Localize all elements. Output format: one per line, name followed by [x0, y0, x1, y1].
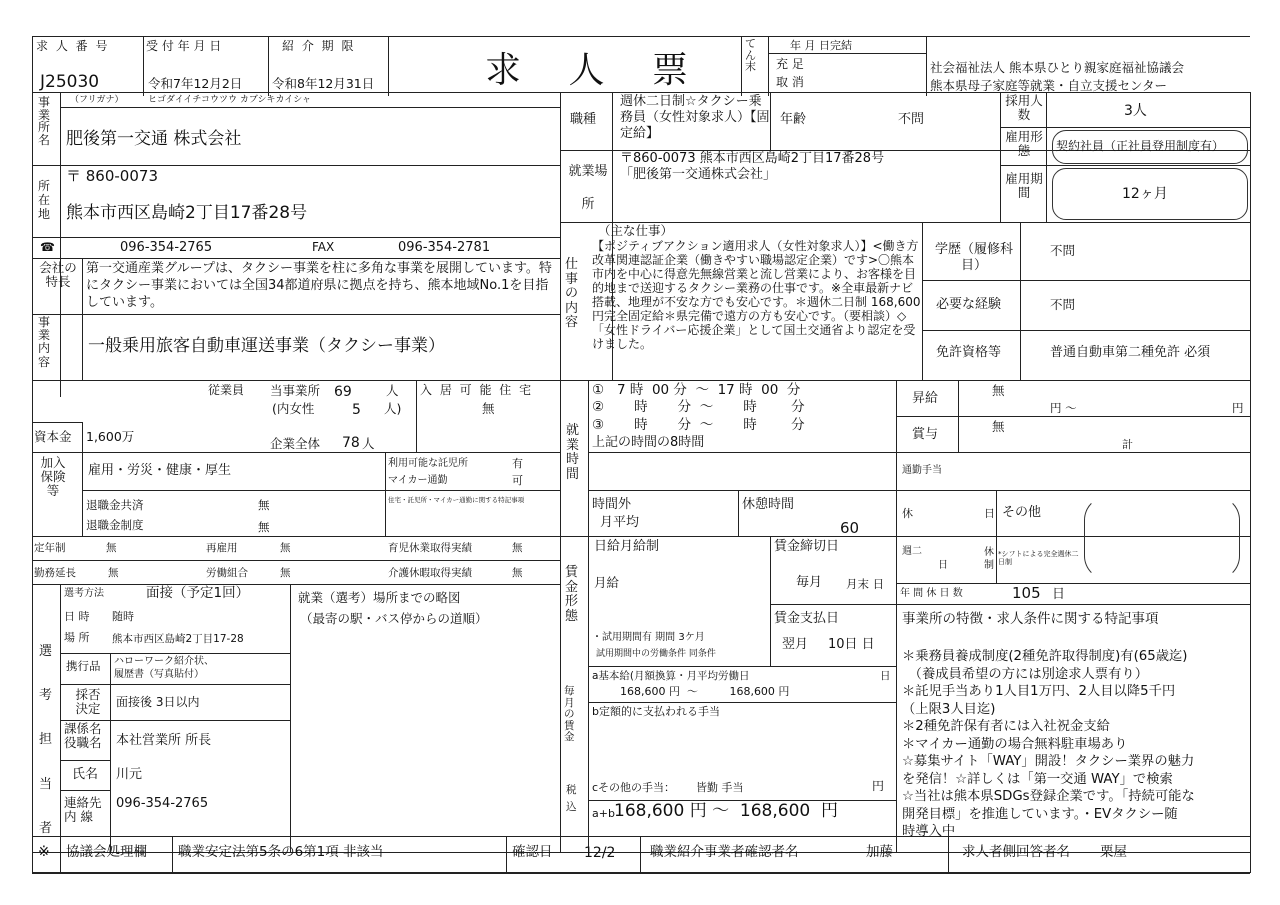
other-label: その他	[1002, 505, 1042, 520]
weekly-note: *シフトによる完全週休二日制	[998, 550, 1079, 567]
job-type-value: 週休二日制☆タクシー乗務員（女性対象求人）【固定給】	[620, 94, 770, 141]
status-year-label: 年 月 日完結	[790, 39, 852, 52]
commute-label: 通勤手当	[902, 465, 942, 476]
education-label: 学歴（履修科目）	[934, 242, 1013, 274]
employ-period-label: 雇用期間	[1005, 171, 1043, 200]
work-place-address: 〒860-0073 熊本市西区島崎2丁目17番28号	[620, 151, 885, 166]
base-salary-range: 168,600 円 ～ 168,600 円	[620, 685, 790, 698]
accept-date-label: 受 付 年 月 日	[146, 39, 222, 53]
route-sub: （最寄の駅・バス停からの道順）	[300, 611, 488, 626]
address-label: 所在地	[38, 179, 51, 221]
postal-code: 〒 860-0073	[66, 167, 158, 185]
other-allowance-value: 皆勤 手当	[696, 781, 744, 794]
annual-holiday-label: 年 間 休 日 数	[900, 588, 963, 599]
respondent-name: 栗屋	[1100, 844, 1127, 860]
special-note: ＊マイカー通勤の場合無料駐車場あり	[902, 736, 1128, 752]
weekly-label: 週二	[902, 546, 922, 557]
status-cancel-label: 取 消	[776, 75, 804, 89]
break-label: 休憩時間	[742, 497, 795, 512]
datetime-label: 日 時	[64, 610, 90, 623]
housing-note: 住宅・託児所・マイカー通勤に関する特記事項	[388, 496, 525, 504]
overtime-label: 時間外	[592, 497, 632, 512]
rehire-label: 再雇用	[206, 542, 238, 554]
furigana-label: （フリガナ）	[70, 95, 124, 105]
place-label: 場 所	[64, 631, 90, 644]
employ-type-label: 雇用形態	[1005, 129, 1043, 158]
method-value: 面接（予定1回）	[146, 585, 250, 601]
method-label: 選考方法	[64, 588, 104, 599]
union-value: 無	[280, 567, 291, 579]
holiday-label: 休	[902, 507, 913, 520]
company-address: 熊本市西区島崎2丁目17番28号	[66, 203, 308, 223]
retire-system-value: 無	[258, 520, 270, 534]
female-count: 5	[352, 402, 361, 418]
this-office-count: 69	[334, 384, 352, 400]
special-notes-list	[902, 648, 1250, 841]
role-value: 本社営業所 所長	[116, 733, 212, 748]
main-job-label: （主な仕事）	[598, 223, 674, 238]
hire-count-label: 採用人数	[1005, 93, 1043, 122]
housing-label: 入 居 可 能 住 宅	[420, 383, 534, 397]
confirm-date: 12/2	[584, 845, 616, 861]
staff-unit: 人	[386, 383, 399, 398]
raise-yen-end: 円	[1232, 401, 1244, 415]
total-staff-count: 78	[342, 435, 360, 451]
special-note: ☆当社は熊本県SDGs登録企業です。「持続可能な	[902, 789, 1195, 804]
ikuji-label: 育児休業取得実績	[388, 542, 472, 554]
confirm-date-label: 確認日	[512, 844, 553, 860]
status-fill-label: 充 足	[776, 57, 804, 71]
bonus-value: 無	[992, 419, 1005, 434]
items-line2: 履歴書（写真貼付）	[114, 669, 204, 680]
hours-row-1: ① 7 時 00 分 ～ 17 時 00 分	[592, 382, 801, 398]
insurance-value: 雇用・労災・健康・厚生	[88, 463, 232, 478]
phone-icon: ☎	[40, 240, 55, 254]
pay-value: 翌月	[782, 637, 809, 652]
business-content-label: 事業内容	[38, 315, 51, 369]
total-staff-label: 企業全体	[270, 436, 321, 451]
kaigo-label: 介護休暇取得実績	[388, 567, 472, 579]
age-value: 不問	[898, 112, 925, 127]
footer-mark: ※	[38, 844, 50, 860]
weekly-off: 休制	[984, 547, 994, 571]
items-line1: ハローワーク紹介状、	[114, 656, 214, 667]
rehire-value: 無	[280, 542, 291, 554]
agent-label: 職業紹介事業者確認者名	[650, 844, 799, 860]
capital-value: 1,600万	[86, 429, 135, 444]
name-label: 氏名	[72, 767, 99, 782]
place-value: 熊本市西区島崎2丁目17-28	[112, 633, 244, 645]
agent-name: 加藤	[866, 844, 893, 860]
mycar-value: 可	[512, 474, 523, 487]
work-place-label: 就業場所	[568, 164, 608, 212]
overtime-sub: 月平均	[600, 515, 640, 530]
council-label: 協議会処理欄	[66, 844, 147, 860]
teinen-label: 定年制	[34, 542, 66, 554]
bonus-label: 賞与	[912, 427, 939, 442]
job-content-text: 【ポジティブアクション適用求人（女性対象求人）】<働き方改革関連認証企業（働きやすい職場認定企業）です>〇熊本市内を中心に得意先無線営業と流し営業により、お客様を目的地まで送迎するタクシー業務の仕事です。※全車最新ナビ搭載、地理が不安な方でも安心です。＊週休二日制 168,600円完全固定給＊県完備で遠方の方も安心です。（要相談）◇「女性ドライバー応援企業」として国土交通省より認定を受けました。	[592, 239, 921, 351]
hours-label: 就業時間	[566, 423, 580, 482]
teinen-value: 無	[106, 542, 117, 554]
staff-label: 従業員	[208, 383, 245, 397]
special-note: （上限3人目迄)	[902, 701, 996, 717]
hours-note: 上記の時間の8時間	[592, 435, 705, 450]
experience-label: 必要な経験	[936, 297, 1002, 312]
business-label: 事業所名	[38, 95, 51, 147]
raise-value: 無	[992, 383, 1005, 398]
respondent-label: 求人者側回答者名	[962, 844, 1070, 860]
form-title: 求 人 票	[485, 50, 706, 91]
route-label: 就業（選考）場所までの略図	[298, 590, 461, 605]
hire-count-value: 3人	[1124, 103, 1147, 119]
phone-number: 096-354-2765	[120, 240, 213, 255]
employ-period-value: 12ヶ月	[1122, 186, 1168, 202]
other-bracket	[1084, 496, 1240, 580]
retire-mutual-value: 無	[258, 498, 270, 512]
job-type-label: 職種	[570, 112, 597, 127]
other-allowance-label: cその他の手当：	[592, 781, 676, 794]
work-place-name: 「肥後第一交通株式会社」	[620, 167, 777, 182]
tenmatsu-label: て ん 末	[745, 37, 756, 74]
experience-value: 不問	[1050, 297, 1076, 312]
bonus-total-label: 計	[1122, 438, 1133, 451]
decision-label: 採否決定	[75, 687, 101, 716]
housing-value: 無	[482, 401, 495, 416]
education-value: 不問	[1050, 243, 1076, 258]
weekly-day: 日	[938, 560, 948, 571]
total-staff-unit: 人	[362, 436, 375, 451]
job-number-label: 求 人 番 号	[36, 39, 110, 53]
sum-value: 168,600 円 ～ 168,600 円	[614, 801, 839, 821]
female-label: (内女性	[272, 401, 315, 416]
retire-mutual-label: 退職金共済	[86, 498, 144, 512]
this-office-label: 当事業所	[270, 383, 321, 398]
role-label: 課係名役職名	[64, 721, 102, 751]
union-label: 労働組合	[206, 567, 248, 579]
center-name: 熊本県母子家庭等就業・自立支援センター	[930, 78, 1168, 93]
female-unit: 人)	[384, 401, 402, 416]
job-number: J25030	[40, 72, 100, 92]
raise-yen-range: 円 ～	[1050, 401, 1077, 415]
break-value: 60	[840, 519, 860, 537]
special-note: 開発目標」を推進しています。・EVタクシー随	[902, 806, 1178, 822]
sum-label: a+b	[592, 807, 615, 820]
retire-system-label: 退職金制度	[86, 518, 144, 532]
extend-label: 勤務延長	[34, 567, 76, 579]
items-label: 携行品	[66, 659, 101, 673]
ikuji-value: 無	[512, 542, 523, 554]
feature-label: 会社の特長	[39, 260, 77, 289]
wage-type: 日給月給制	[594, 539, 660, 554]
tax-label: 税込	[566, 784, 577, 813]
selection-section-label: 選考担当者	[39, 644, 53, 836]
fax-label: FAX	[312, 240, 335, 254]
cutoff-label: 賃金締切日	[774, 539, 840, 554]
base-salary-label: a基本給(月額換算・月平均労働日	[592, 670, 750, 682]
monthly-label: 月給	[594, 575, 620, 590]
special-note: ＊2種免許保有者には入社祝金支給	[902, 719, 1110, 734]
age-label: 年齢	[780, 112, 807, 127]
other-allowance-unit: 円	[872, 779, 885, 793]
mycar-label: マイカー通勤	[388, 475, 448, 486]
annual-holiday-value: 105	[1012, 584, 1041, 602]
capital-label: 資本金	[34, 429, 72, 444]
special-note: 時導入中	[902, 824, 956, 839]
pay-label: 賃金支払日	[774, 611, 840, 626]
special-note: ＊託児手当あり1人目1万円、2人目以降5千円	[902, 684, 1176, 699]
contact-label: 連絡先内 線	[64, 795, 102, 825]
datetime-value: 随時	[112, 610, 134, 623]
special-note: （養成員希望の方には別途求人票有り）	[902, 666, 1148, 682]
wage-form-label: 賃金形態	[565, 565, 579, 624]
period-date: 令和8年12月31日	[272, 76, 375, 91]
extend-value: 無	[108, 567, 119, 579]
hours-row-2: ② 時 分 ～ 時 分	[592, 399, 805, 415]
cutoff-day: 月末 日	[846, 577, 885, 591]
trial-period: ・試用期間有 期間 3ケ月	[592, 632, 705, 643]
license-label: 免許資格等	[936, 345, 1002, 360]
insurance-label: 加入保険等	[40, 455, 66, 498]
fax-number: 096-354-2781	[398, 240, 491, 255]
employ-type-value: 契約社員（正社員登用制度有）	[1056, 139, 1225, 153]
cutoff-value: 毎月	[796, 575, 823, 590]
decision-value: 面接後 3日以内	[116, 695, 200, 709]
raise-label: 昇給	[912, 391, 939, 406]
accept-date: 令和7年12月2日	[148, 76, 243, 91]
period-label: 紹 介 期 限	[282, 39, 356, 53]
business-content: 一般乗用旅客自動車運送事業（タクシー事業）	[88, 336, 445, 356]
name-value: 川元	[116, 767, 143, 782]
law-note: 職業安定法第5条の6第1項 非該当	[178, 844, 384, 860]
pay-day: 10日 日	[828, 637, 875, 652]
trial-conditions: 試用期間中の労働条件 同条件	[596, 649, 716, 659]
contact-value: 096-354-2765	[116, 796, 209, 811]
license-value: 普通自動車第二種免許 必須	[1050, 345, 1211, 360]
job-content-label: 仕事の内容	[565, 257, 579, 331]
special-notes-title: 事業所の特徴・求人条件に関する特記事項	[902, 611, 1159, 627]
special-note: を発信！☆詳しくは「第一交通 WAY」で検索	[902, 771, 1173, 787]
annual-holiday-unit: 日	[1052, 587, 1066, 602]
hours-row-3: ③ 時 分 ～ 時 分	[592, 417, 805, 433]
monthly-wage-label: 毎月の賃金	[564, 685, 575, 744]
council-name: 社会福祉法人 熊本県ひとり親家庭福祉協議会	[930, 60, 1184, 75]
holiday-day: 日	[984, 507, 995, 520]
special-note: ☆募集サイト「WAY」開設！タクシー業界の魅力	[902, 754, 1195, 769]
fixed-allowance-label: b定額的に支払われる手当	[592, 705, 720, 718]
base-salary-unit: 日	[880, 670, 891, 682]
company-feature: 第一交通産業グループは、タクシー事業を柱に多角な事業を展開しています。特にタクシー事業においては全国34都道府県に拠点を持ち、熊本地域No.1を目指しています。	[86, 261, 552, 310]
childcare-label: 利用可能な託児所	[388, 458, 468, 469]
special-note: ＊乗務員養成制度(2種免許取得制度)有(65歳迄)	[902, 649, 1188, 664]
kaigo-value: 無	[512, 567, 523, 579]
childcare-value: 有	[512, 457, 523, 470]
furigana: ヒゴダイイチコウツウ カブシキカイシャ	[148, 95, 312, 105]
company-name: 肥後第一交通 株式会社	[66, 129, 242, 149]
